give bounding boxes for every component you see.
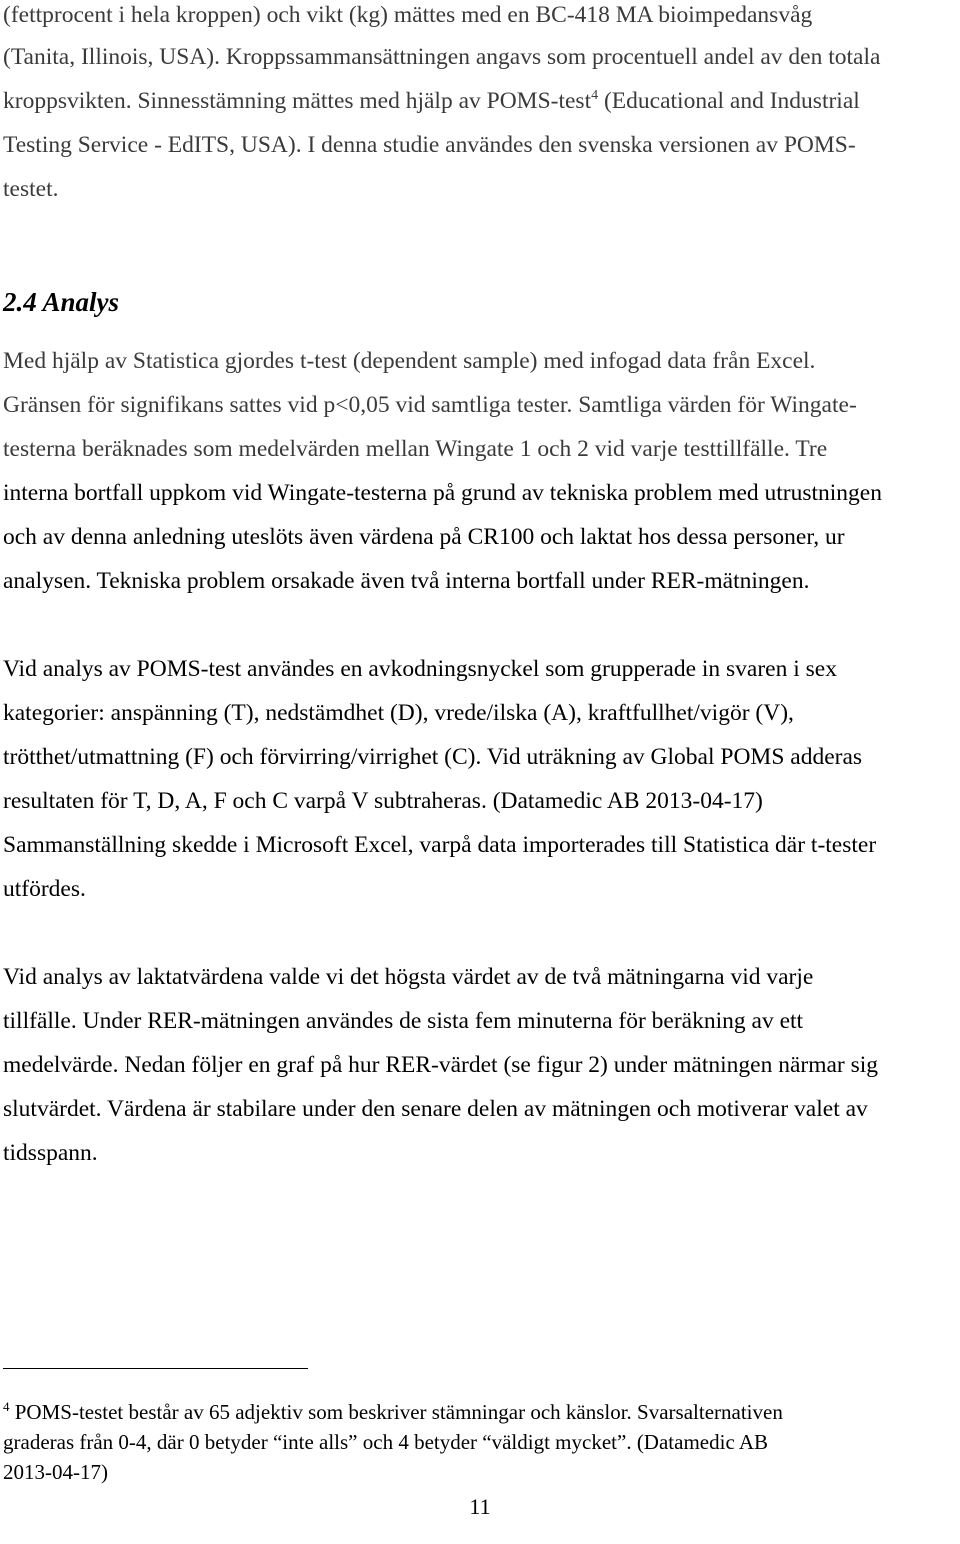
footnote-separator — [3, 1368, 308, 1369]
para2-line-5: Sammanställning skedde i Microsoft Excel, varpå data importerades till Statistica där t-tester — [3, 832, 877, 858]
footnote-reference: 4 — [591, 88, 599, 103]
para2-line-1: Vid analys av POMS-test användes en avkodningsnyckel som grupperade in svaren i sex — [3, 656, 837, 682]
section-heading: 2.4 Analys — [3, 287, 120, 317]
para1-line-1: Med hjälp av Statistica gjordes t-test (dependent sample) med infogad data från Excel. — [3, 348, 816, 374]
para3-line-2: tillfälle. Under RER-mätningen användes de sista fem minuterna för beräkning av ett — [3, 1008, 804, 1034]
intro-line-4: Testing Service - EdITS, USA). I denna studie användes den svenska versionen av POMS- — [3, 132, 856, 158]
para3-line-3: medelvärde. Nedan följer en graf på hur RER-värdet (se figur 2) under mätningen närmar sig — [3, 1052, 879, 1078]
intro-line-5: testet. — [3, 176, 59, 202]
para1-line-3: testerna beräknades som medelvärden mellan Wingate 1 och 2 vid varje testtillfälle. Tre — [3, 436, 828, 462]
intro-line-3 — [3, 86, 860, 116]
intro-line-3-text: kroppsvikten. Sinnesstämning mättes med hjälp av POMS-test — [3, 88, 592, 114]
footnote-line-1 — [3, 1398, 783, 1426]
para2-line-4: resultaten för T, D, A, F och C varpå V subtraheras. (Datamedic AB 2013-04-17) — [3, 788, 763, 814]
para3-line-5: tidsspann. — [3, 1140, 98, 1166]
para2-line-6: utfördes. — [3, 876, 86, 902]
intro-line-1: (fettprocent i hela kroppen) och vikt (kg) mättes med en BC-418 MA bioimpedansvåg — [3, 2, 813, 28]
para1-line-4: interna bortfall uppkom vid Wingate-testerna på grund av tekniska problem med utrustningen — [3, 480, 882, 506]
para1-line-6: analysen. Tekniska problem orsakade även två interna bortfall under RER-mätningen. — [3, 568, 810, 594]
footnote-marker: 4 — [3, 1399, 10, 1414]
intro-line-2: (Tanita, Illinois, USA). Kroppssammansättningen angavs som procentuell andel av den totala — [3, 44, 881, 70]
para3-line-1: Vid analys av laktatvärdena valde vi det högsta värdet av de två mätningarna vid varje — [3, 964, 814, 990]
para2-line-2: kategorier: anspänning (T), nedstämdhet (D), vrede/ilska (A), kraftfullhet/vigör (V), — [3, 700, 794, 726]
intro-line-3-tail: (Educational and Industrial — [598, 88, 860, 114]
para1-line-5: och av denna anledning uteslöts även värdena på CR100 och laktat hos dessa personer, ur — [3, 524, 845, 550]
footnote-line-3: 2013-04-17) — [3, 1460, 108, 1484]
para2-line-3: trötthet/utmattning (F) och förvirring/virrighet (C). Vid uträkning av Global POMS adderas — [3, 744, 863, 770]
para3-line-4: slutvärdet. Värdena är stabilare under den senare delen av mätningen och motiverar valet av — [3, 1096, 868, 1122]
footnote-line-2: graderas från 0-4, där 0 betyder “inte alls” och 4 betyder “väldigt mycket”. (Datamedic AB — [3, 1430, 769, 1454]
para1-line-2: Gränsen för signifikans sattes vid p<0,05 vid samtliga tester. Samtliga värden för Wingate- — [3, 392, 857, 418]
page-number: 11 — [469, 1494, 491, 1519]
footnote-line-1-text: POMS-testet består av 65 adjektiv som beskriver stämningar och känslor. Svarsalternativen — [9, 1400, 783, 1424]
